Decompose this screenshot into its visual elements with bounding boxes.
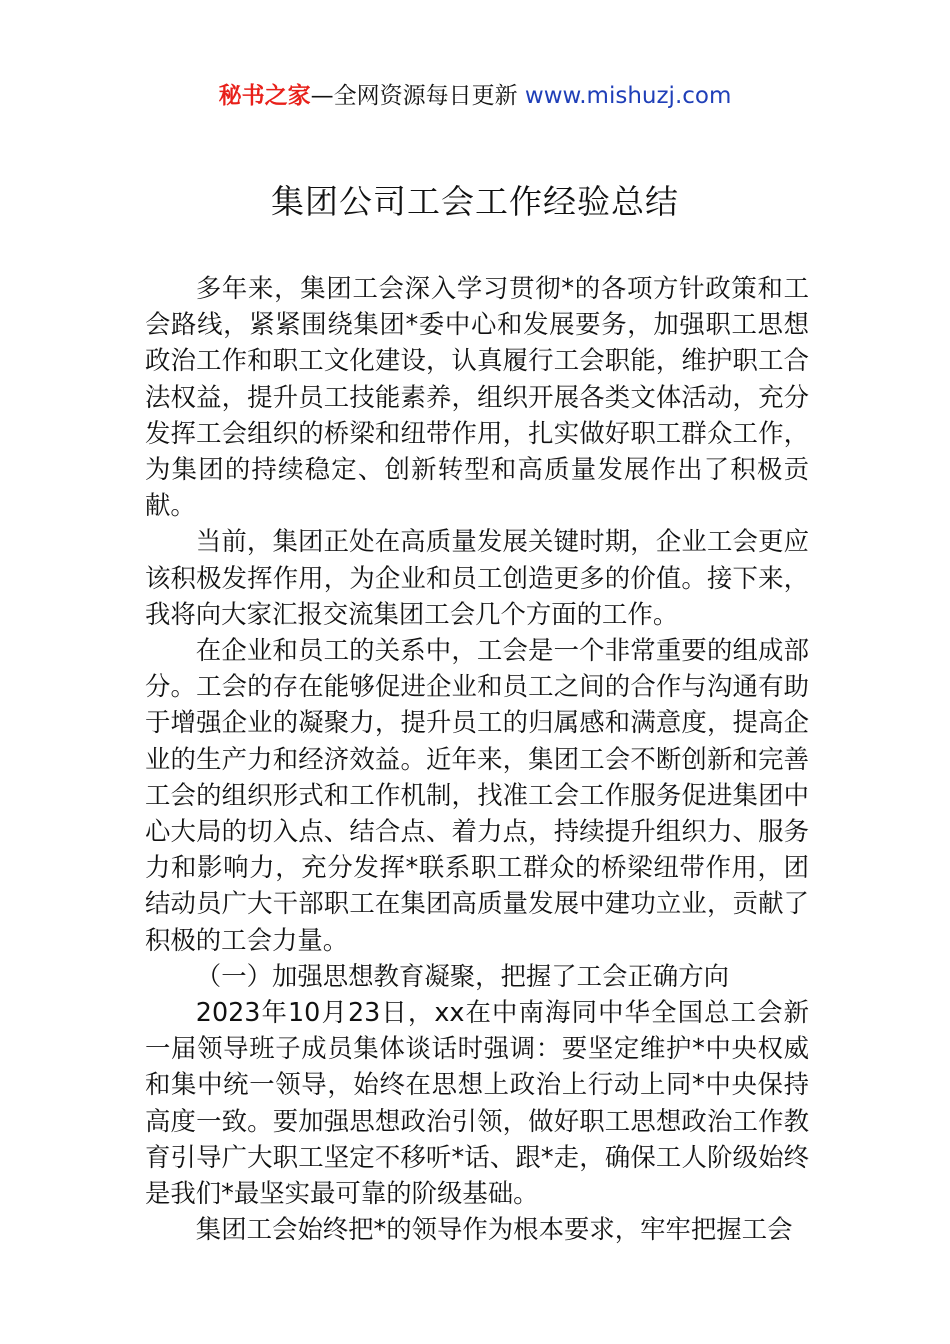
- paragraph-union-role: 在企业和员工的关系中，工会是一个非常重要的组成部分。工会的存在能够促进企业和员工之间的合作与沟通有助于增强企业的凝聚力，提升员工的归属感和满意度，提高企业的生产力和经济效益。近年来，集团工会不断创新和完善工会的组织形式和工作机制，找准工会工作服务促进集团中心大局的切入点、结合点、着力点，持续提升组织力、服务力和影响力，充分发挥*联系职工群众的桥梁纽带作用，团结动员广大干部职工在集团高质量发展中建功立业，贡献了积极的工会力量。: [145, 635, 809, 955]
- paragraph-speech: 2023年10月23日，xx在中南海同中华全国总工会新一届领导班子成员集体谈话时强调：要坚定维护*中央权威和集中统一领导，始终在思想上政治上行动上同*中央保持高度一致。要加强思想政治引领，做好职工思想政治工作教育引导广大职工坚定不移听*话、跟*走，确保工人阶级始终是我们*最坚实最可靠的阶级基础。: [145, 997, 809, 1209]
- paragraph-intro: 多年来，集团工会深入学习贯彻*的各项方针政策和工会路线，紧紧围绕集团*委中心和发展要务，加强职工思想政治工作和职工文化建设，认真履行工会职能，维护职工合法权益，提升员工技能素养，组织开展各类文体活动，充分发挥工会组织的桥梁和纽带作用，扎实做好职工群众工作，为集团的持续稳定、创新转型和高质量发展作出了积极贡献。: [145, 273, 809, 521]
- site-url-link[interactable]: www.mishuzj.com: [524, 83, 732, 109]
- site-header: [0, 80, 950, 112]
- paragraph-current-period: 当前，集团正处在高质量发展关键时期，企业工会更应该积极发挥作用，为企业和员工创造更多的价值。接下来，我将向大家汇报交流集团工会几个方面的工作。: [145, 526, 809, 629]
- document-body: [145, 270, 809, 1247]
- header-tagline: —全网资源每日更新: [310, 83, 525, 109]
- brand-name: 秘书之家: [218, 83, 311, 109]
- document-title: 集团公司工会工作经验总结: [271, 182, 679, 221]
- section-heading-1: （一）加强思想教育凝聚，把握了工会正确方向: [195, 960, 729, 991]
- paragraph-leadership: 集团工会始终把*的领导作为根本要求，牢牢把握工会: [195, 1214, 793, 1245]
